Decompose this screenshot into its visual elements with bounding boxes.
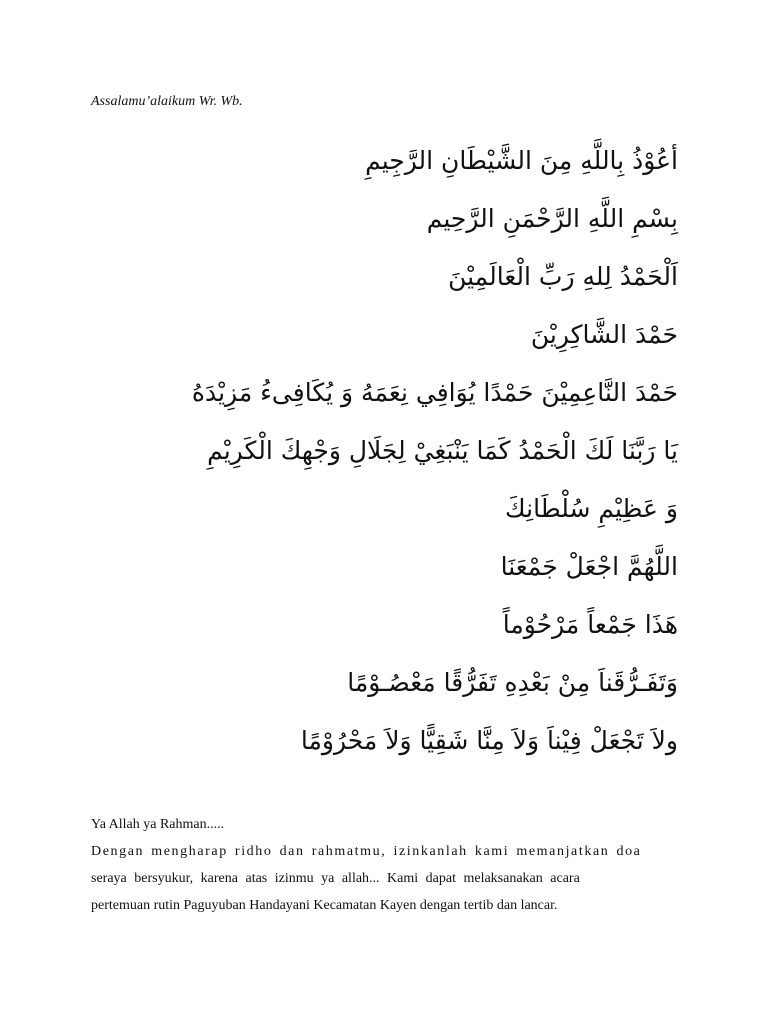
arabic-line-4: حَمْدَ الشَّاكِرِيْنَ — [530, 320, 678, 349]
arabic-line-1: أعُوْذُ بِاللَّهِ مِنَ الشَّيْطَانِ الرَّجِيمِ — [365, 146, 678, 175]
prayer-paragraph — [91, 838, 679, 919]
prayer-line-2: seraya bersyukur, karena atas izinmu ya allah... Kami dapat melaksanakan acara — [91, 871, 580, 886]
arabic-prayer-block — [78, 138, 678, 776]
prayer-title: Ya Allah ya Rahman..... — [91, 817, 225, 832]
arabic-line-11: ولاَ تَجْعَلْ فِيْناَ وَلاَ مِنَّا شَقِيًّا وَلاَ مَحْرُوْمًا — [300, 726, 678, 755]
greeting-text: Assalamu’alaikum Wr. Wb. — [91, 94, 243, 109]
arabic-line-6: يَا رَبَّنَا لَكَ الْحَمْدُ كَمَا يَنْبَغِيْ لِجَلَالِ وَجْهِكَ الْكَرِيْمِ — [207, 436, 678, 465]
prayer-line-1: Dengan mengharap ridho dan rahmatmu, izinkanlah kami memanjatkan doa — [91, 844, 642, 859]
arabic-line-5: حَمْدَ النَّاعِمِيْنَ حَمْدًا يُوَافِي نِعَمَهُ وَ يُكَافِىءُ مَزِيْدَهُ — [191, 378, 678, 407]
arabic-line-2: بِسْمِ اللَّهِ الرَّحْمَنِ الرَّحِيم — [426, 204, 678, 233]
arabic-line-3: اَلْحَمْدُ لِلهِ رَبِّ الْعَالَمِيْنَ — [448, 262, 678, 291]
arabic-line-9: هَذَا جَمْعاً مَرْحُوْماً — [502, 610, 678, 639]
prayer-section — [91, 812, 679, 919]
arabic-line-10: وَتَفَـرُّقَناَ مِنْ بَعْدِهِ تَفَرُّقًا مَعْصُـوْمًا — [347, 668, 678, 697]
arabic-line-8: اللَّهُمَّ اجْعَلْ جَمْعَنَا — [500, 552, 678, 581]
arabic-line-7: وَ عَظِيْمِ سُلْطَانِكَ — [505, 494, 678, 523]
prayer-line-3: pertemuan rutin Paguyuban Handayani Kecamatan Kayen dengan tertib dan lancar. — [91, 898, 558, 913]
